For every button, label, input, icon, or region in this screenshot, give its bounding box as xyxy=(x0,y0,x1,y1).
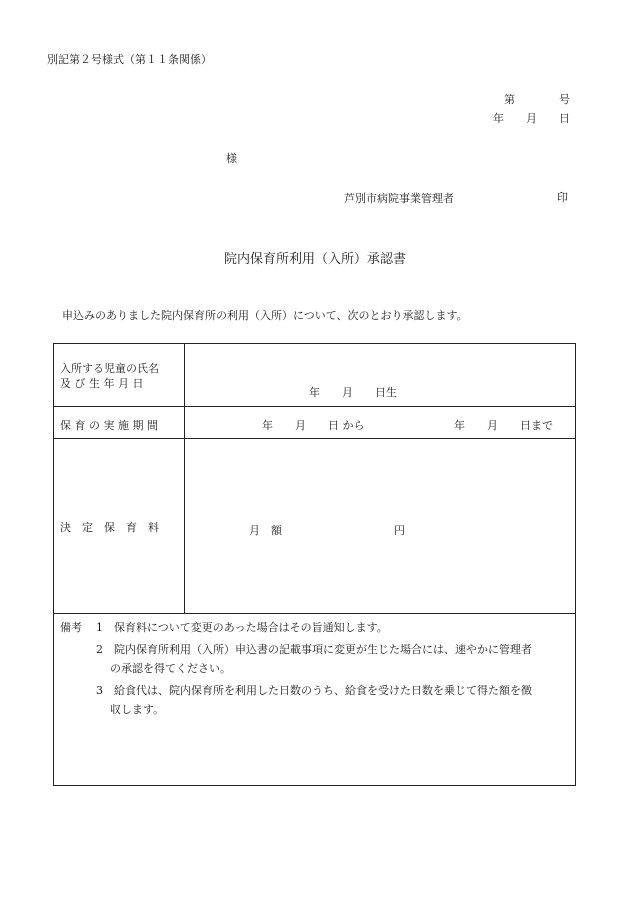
note-text: 保育料について変更のあった場合はその旨通知します。 xyxy=(114,621,388,634)
notes-heading: 備考 xyxy=(60,621,82,634)
note-item-2-continuation: の承認を得てください。 xyxy=(110,662,231,675)
note-number: 3 xyxy=(96,684,103,697)
child-name-label-line2: 及 び 生 年 月 日 xyxy=(60,377,144,390)
fee-label: 決 定 保 育 料 xyxy=(60,521,159,534)
addressee-suffix: 様 xyxy=(226,152,237,165)
note-text: 院内保育所利用（入所）申込書の記載事項に変更が生じた場合には、速やかに管理者 xyxy=(114,643,532,656)
monthly-amount-label: 月 額 xyxy=(249,524,282,537)
note-item-3 xyxy=(96,682,532,698)
care-period-from: 年 月 日 から xyxy=(262,419,365,432)
note-item-2 xyxy=(96,641,532,657)
label-column-divider xyxy=(184,344,185,613)
note-number: 2 xyxy=(96,643,103,656)
intro-text: 申込みのありました院内保育所の利用（入所）について、次のとおり承認します。 xyxy=(62,309,468,322)
note-text: 給食代は、院内保育所を利用した日数のうち、給食を受けた日数を乗じて得た額を徴 xyxy=(114,684,532,697)
row-divider-3 xyxy=(54,613,575,614)
note-item-3-continuation: 収します。 xyxy=(110,703,165,716)
document-title: 院内保育所利用（入所）承認書 xyxy=(223,252,406,267)
care-period-to: 年 月 日まで xyxy=(454,419,553,432)
row-divider-1 xyxy=(54,406,575,407)
issuer-name: 芦別市病院事業管理者 xyxy=(344,192,454,205)
seal-mark: 印 xyxy=(557,191,568,204)
care-period-label: 保 育 の 実 施 期 間 xyxy=(60,419,158,432)
note-number: 1 xyxy=(96,621,103,634)
row-divider-2 xyxy=(54,438,575,439)
approval-table xyxy=(53,343,576,786)
child-name-label-line1: 入所する児童の氏名 xyxy=(60,362,159,375)
yen-unit: 円 xyxy=(394,524,405,537)
issue-date-line: 年 月 日 xyxy=(493,112,570,125)
note-item-1 xyxy=(96,619,388,635)
birth-date-field: 年 月 日生 xyxy=(309,386,397,399)
form-code: 別記第２号様式（第１１条関係） xyxy=(47,53,212,66)
document-number-line: 第 号 xyxy=(504,93,570,106)
